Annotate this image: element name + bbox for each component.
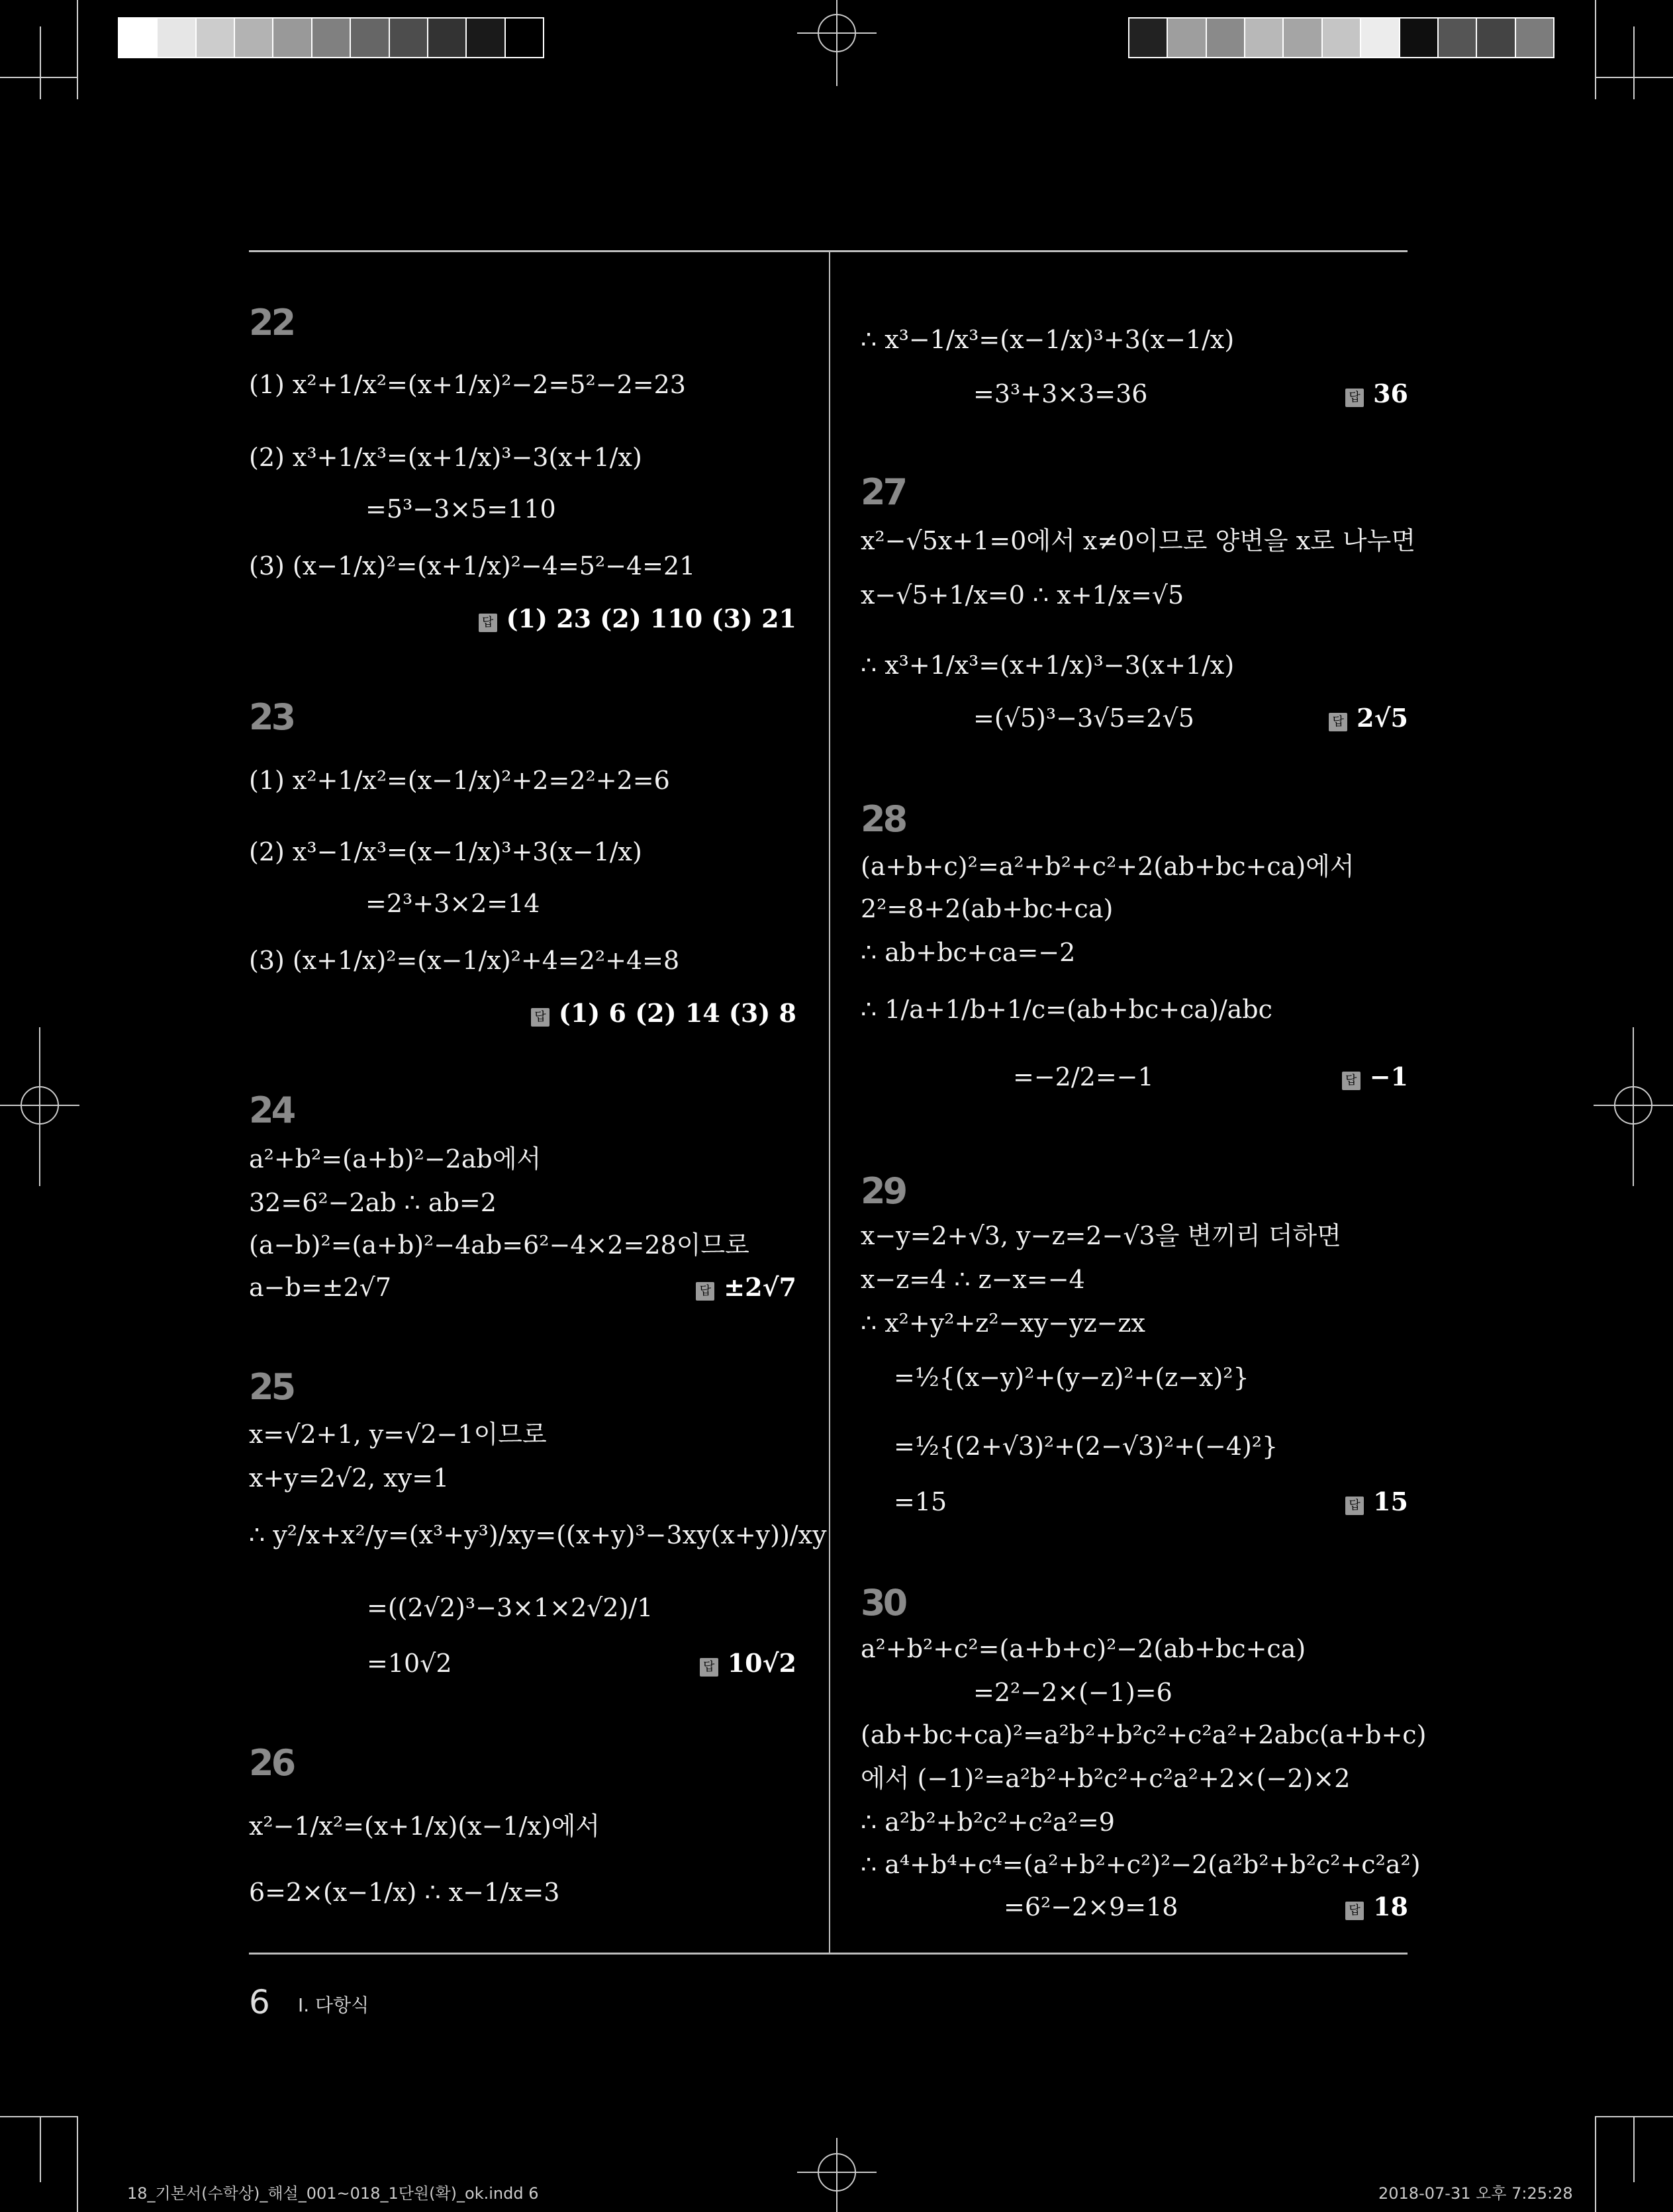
- equation-line: =15: [894, 1487, 947, 1516]
- equation-line: =6²−2×9=18: [1004, 1892, 1178, 1921]
- crop-mark: [77, 2116, 78, 2212]
- crop-mark: [1595, 0, 1596, 99]
- equation-line: ∴ ab+bc+ca=−2: [861, 938, 1076, 967]
- equation-line: =10√2: [367, 1649, 452, 1678]
- problem-number: 26: [249, 1742, 294, 1784]
- equation-line: 2²=8+2(ab+bc+ca): [861, 894, 1114, 923]
- equation-line: =−2/2=−1: [1013, 1062, 1154, 1091]
- problem-number: 27: [861, 471, 906, 513]
- color-swatch: [197, 19, 235, 57]
- color-swatch: [235, 19, 273, 57]
- color-swatch: [1207, 19, 1245, 57]
- crop-mark: [1595, 2116, 1596, 2212]
- answer-badge-icon: 답: [1345, 1902, 1364, 1920]
- equation-line: a²+b²+c²=(a+b+c)²−2(ab+bc+ca): [861, 1634, 1306, 1663]
- equation-line: x−√5+1/x=0 ∴ x+1/x=√5: [861, 580, 1184, 610]
- color-swatch: [467, 19, 505, 57]
- problem-number: 22: [249, 302, 294, 344]
- crop-mark: [0, 2116, 78, 2117]
- color-swatch: [1400, 19, 1439, 57]
- chapter-title: I. 다항식: [298, 1994, 369, 2016]
- equation-line: (3) (x+1/x)²=(x−1/x)²+4=2²+4=8: [249, 946, 680, 975]
- equation-line: =3³+3×3=36: [973, 379, 1148, 408]
- equation-line: ∴ x³−1/x³=(x−1/x)³+3(x−1/x): [861, 325, 1235, 354]
- equation-line: x²−1/x²=(x+1/x)(x−1/x)에서: [249, 1812, 600, 1841]
- equation-line: a²+b²=(a+b)²−2ab에서: [249, 1144, 542, 1174]
- equation-line: (a−b)²=(a+b)²−4ab=6²−4×2=28이므로: [249, 1230, 749, 1260]
- problem-number: 30: [861, 1582, 906, 1624]
- answer: 답 ±2√7: [696, 1275, 796, 1301]
- color-swatch: [1284, 19, 1322, 57]
- equation-line: =½{(2+√3)²+(2−√3)²+(−4)²}: [894, 1432, 1278, 1461]
- answer-badge-icon: 답: [1329, 713, 1347, 731]
- color-swatch: [1323, 19, 1361, 57]
- color-swatch: [506, 19, 543, 57]
- color-swatch: [1245, 19, 1284, 57]
- answer: 답 (1) 23 (2) 110 (3) 21: [479, 606, 796, 632]
- crop-mark: [1633, 2116, 1635, 2182]
- color-swatch: [1168, 19, 1206, 57]
- equation-line: =5³−3×5=110: [365, 494, 556, 524]
- problem-number: 24: [249, 1089, 294, 1131]
- color-swatch: [390, 19, 428, 57]
- answer-badge-icon: 답: [1345, 1497, 1364, 1515]
- page-number: 6: [249, 1983, 270, 2021]
- equation-line: (2) x³−1/x³=(x−1/x)³+3(x−1/x): [249, 837, 642, 866]
- registration-mark-icon: [0, 1027, 79, 1186]
- answer-badge-icon: 답: [700, 1658, 718, 1677]
- color-swatch: [1516, 19, 1553, 57]
- answer-badge-icon: 답: [531, 1008, 550, 1027]
- equation-line: (2) x³+1/x³=(x+1/x)³−3(x+1/x): [249, 443, 642, 472]
- color-swatch: [351, 19, 389, 57]
- bottom-rule: [249, 1953, 1408, 1955]
- equation-line: =2³+3×2=14: [365, 889, 540, 918]
- file-slug: 18_기본서(수학상)_해설_001~018_1단원(확)_ok.indd 6: [127, 2184, 539, 2203]
- problem-number: 25: [249, 1366, 294, 1408]
- answer-badge-icon: 답: [1345, 389, 1364, 407]
- equation-line: x−y=2+√3, y−z=2−√3을 변끼리 더하면: [861, 1221, 1341, 1250]
- color-swatch: [1477, 19, 1515, 57]
- equation-line: x−z=4 ∴ z−x=−4: [861, 1265, 1085, 1294]
- equation-line: (1) x²+1/x²=(x−1/x)²+2=2²+2=6: [249, 766, 670, 795]
- answer-badge-icon: 답: [1342, 1072, 1361, 1090]
- answer: 답 15: [1345, 1489, 1408, 1515]
- answer: 답 18: [1345, 1894, 1408, 1920]
- answer: 답 2√5: [1329, 706, 1408, 731]
- crop-mark: [40, 26, 41, 99]
- equation-line: ∴ 1/a+1/b+1/c=(ab+bc+ca)/abc: [861, 995, 1272, 1024]
- equation-line: x+y=2√2, xy=1: [249, 1463, 450, 1493]
- color-swatch: [428, 19, 467, 57]
- color-swatch: [119, 19, 158, 57]
- equation-line: ∴ x³+1/x³=(x+1/x)³−3(x+1/x): [861, 651, 1235, 680]
- equation-line: =½{(x−y)²+(y−z)²+(z−x)²}: [894, 1363, 1249, 1392]
- top-rule: [249, 250, 1408, 252]
- equation-line: ∴ a²b²+b²c²+c²a²=9: [861, 1808, 1115, 1837]
- problem-number: 28: [861, 798, 906, 840]
- equation-line: 6=2×(x−1/x) ∴ x−1/x=3: [249, 1878, 560, 1907]
- equation-line: =2²−2×(−1)=6: [973, 1678, 1172, 1707]
- equation-line: (3) (x−1/x)²=(x+1/x)²−4=5²−4=21: [249, 551, 696, 580]
- equation-line: x²−√5x+1=0에서 x≠0이므로 양변을 x로 나누면: [861, 526, 1416, 555]
- equation-line: 에서 (−1)²=a²b²+b²c²+c²a²+2×(−2)×2: [861, 1764, 1351, 1793]
- registration-mark-icon: [797, 0, 877, 93]
- answer: 답 (1) 6 (2) 14 (3) 8: [531, 1001, 796, 1027]
- registration-mark-icon: [1594, 1027, 1673, 1186]
- equation-line: ∴ x²+y²+z²−xy−yz−zx: [861, 1309, 1145, 1338]
- problem-number: 23: [249, 696, 294, 738]
- equation-line: (ab+bc+ca)²=a²b²+b²c²+c²a²+2abc(a+b+c): [861, 1720, 1427, 1749]
- color-swatch: [1129, 19, 1168, 57]
- answer: 답 10√2: [700, 1651, 796, 1677]
- color-calibration-bar-right: [1128, 17, 1554, 58]
- color-calibration-bar-left: [118, 17, 544, 58]
- equation-line: x=√2+1, y=√2−1이므로: [249, 1420, 547, 1449]
- registration-mark-icon: [797, 2138, 877, 2212]
- crop-mark: [77, 0, 78, 99]
- equation-line: ∴ a⁴+b⁴+c⁴=(a²+b²+c²)²−2(a²b²+b²c²+c²a²): [861, 1850, 1421, 1879]
- print-datetime: 2018-07-31 오후 7:25:28: [1378, 2184, 1573, 2203]
- crop-mark: [1633, 26, 1635, 99]
- answer-badge-icon: 답: [696, 1282, 714, 1301]
- equation-line: (1) x²+1/x²=(x+1/x)²−2=5²−2=23: [249, 370, 686, 399]
- color-swatch: [1361, 19, 1400, 57]
- answer: 답 −1: [1342, 1064, 1408, 1090]
- equation-line: =((2√2)³−3×1×2√2)/1: [367, 1593, 653, 1622]
- answer: 답 36: [1345, 381, 1408, 407]
- crop-mark: [0, 77, 78, 78]
- color-swatch: [1439, 19, 1477, 57]
- equation-line: (a+b+c)²=a²+b²+c²+2(ab+bc+ca)에서: [861, 852, 1355, 881]
- color-swatch: [312, 19, 351, 57]
- answer-badge-icon: 답: [479, 614, 497, 632]
- problem-number: 29: [861, 1170, 906, 1212]
- crop-mark: [40, 2116, 41, 2182]
- equation-line: =(√5)³−3√5=2√5: [973, 704, 1194, 733]
- equation-line: a−b=±2√7: [249, 1273, 392, 1302]
- color-swatch: [273, 19, 312, 57]
- equation-line: 32=6²−2ab ∴ ab=2: [249, 1188, 497, 1217]
- equation-line: ∴ y²/x+x²/y=(x³+y³)/xy=((x+y)³−3xy(x+y))/xy: [249, 1520, 827, 1549]
- color-swatch: [158, 19, 196, 57]
- column-divider: [829, 252, 830, 1954]
